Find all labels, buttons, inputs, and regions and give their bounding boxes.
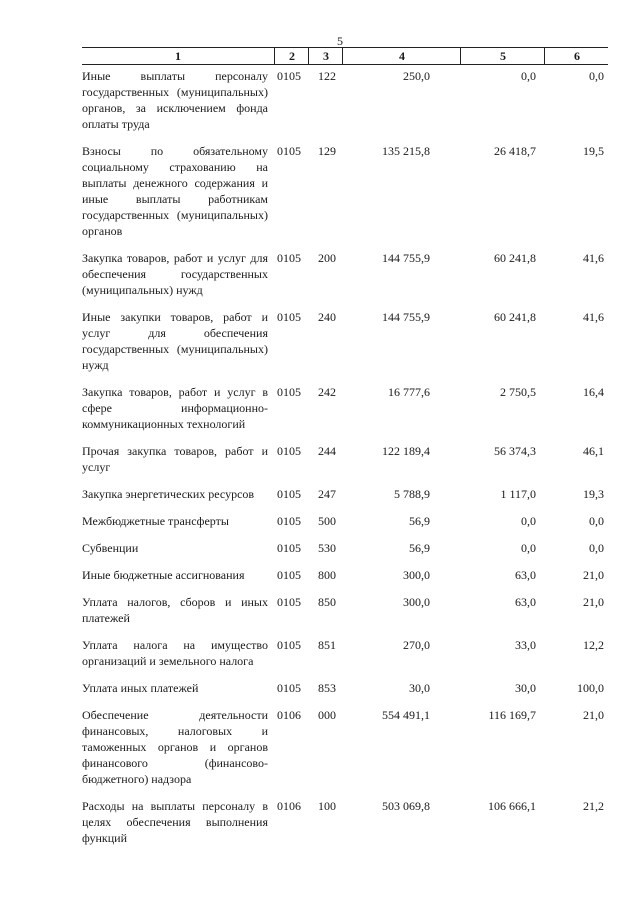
row-value-5: 0,0 — [521, 69, 536, 83]
row-section-code: 0105 — [277, 595, 301, 609]
row-value-6: 41,6 — [583, 310, 604, 324]
row-value-5: 56 374,3 — [494, 444, 536, 458]
row-value-4: 300,0 — [403, 568, 430, 582]
header-col-1: 1 — [175, 49, 181, 63]
row-name: Расходы на выплаты персоналу в целях обеспечения выполнения функций — [82, 799, 268, 845]
row-value-6: 21,0 — [583, 595, 604, 609]
row-section-code: 0105 — [277, 69, 301, 83]
row-name: Закупка товаров, работ и услуг для обеспечения государственных (муниципальных) нужд — [82, 251, 268, 297]
row-value-5: 116 169,7 — [488, 708, 536, 722]
row-value-6: 21,2 — [583, 799, 604, 813]
row-section-code: 0106 — [277, 708, 301, 722]
row-value-6: 41,6 — [583, 251, 604, 265]
row-section-code: 0105 — [277, 514, 301, 528]
row-value-6: 19,3 — [583, 487, 604, 501]
row-value-5: 63,0 — [515, 595, 536, 609]
row-name: Иные закупки товаров, работ и услуг для обеспечения государственных (муниципальных) нужд — [82, 310, 268, 372]
row-value-5: 63,0 — [515, 568, 536, 582]
header-col-2: 2 — [274, 48, 309, 64]
row-expense-code: 853 — [318, 681, 336, 695]
row-value-4: 503 069,8 — [382, 799, 430, 813]
row-expense-code: 530 — [318, 541, 336, 555]
row-value-5: 60 241,8 — [494, 251, 536, 265]
row-section-code: 0106 — [277, 799, 301, 813]
row-section-code: 0105 — [277, 568, 301, 582]
table-row — [82, 384, 608, 432]
row-name: Межбюджетные трансферты — [82, 514, 229, 528]
row-value-6: 0,0 — [589, 514, 604, 528]
row-expense-code: 129 — [318, 144, 336, 158]
table-row — [82, 486, 608, 502]
table-row — [82, 567, 608, 583]
row-value-5: 0,0 — [521, 514, 536, 528]
row-section-code: 0105 — [277, 541, 301, 555]
row-value-6: 46,1 — [583, 444, 604, 458]
budget-table — [82, 47, 608, 846]
row-value-6: 16,4 — [583, 385, 604, 399]
row-section-code: 0105 — [277, 385, 301, 399]
table-row — [82, 637, 608, 669]
table-row — [82, 798, 608, 846]
row-expense-code: 850 — [318, 595, 336, 609]
row-value-6: 0,0 — [589, 69, 604, 83]
row-expense-code: 247 — [318, 487, 336, 501]
table-row — [82, 309, 608, 373]
row-value-4: 144 755,9 — [382, 310, 430, 324]
row-value-5: 33,0 — [515, 638, 536, 652]
row-value-4: 16 777,6 — [388, 385, 430, 399]
row-value-4: 144 755,9 — [382, 251, 430, 265]
row-name: Уплата налога на имущество организаций и земельного налога — [82, 638, 268, 668]
page-number: 5 — [337, 34, 343, 48]
row-value-6: 21,0 — [583, 708, 604, 722]
row-value-5: 26 418,7 — [494, 144, 536, 158]
row-expense-code: 242 — [318, 385, 336, 399]
row-section-code: 0105 — [277, 681, 301, 695]
row-name: Иные бюджетные ассигнования — [82, 568, 245, 582]
row-name: Обеспечение деятельности финансовых, налоговых и таможенных органов и органов финансового (финансово-бюджетного) надзора — [82, 708, 268, 786]
row-value-5: 2 750,5 — [500, 385, 536, 399]
row-expense-code: 200 — [318, 251, 336, 265]
row-section-code: 0105 — [277, 310, 301, 324]
row-section-code: 0105 — [277, 251, 301, 265]
row-value-4: 5 788,9 — [394, 487, 430, 501]
row-value-6: 21,0 — [583, 568, 604, 582]
row-value-4: 300,0 — [403, 595, 430, 609]
table-header — [82, 47, 608, 65]
row-value-4: 250,0 — [403, 69, 430, 83]
table-row — [82, 540, 608, 556]
row-expense-code: 800 — [318, 568, 336, 582]
row-value-6: 12,2 — [583, 638, 604, 652]
row-name: Уплата налогов, сборов и иных платежей — [82, 595, 268, 625]
table-body — [82, 68, 608, 846]
row-value-4: 270,0 — [403, 638, 430, 652]
row-value-6: 0,0 — [589, 541, 604, 555]
row-expense-code: 122 — [318, 69, 336, 83]
header-col-3: 3 — [308, 48, 343, 64]
row-section-code: 0105 — [277, 638, 301, 652]
table-row — [82, 250, 608, 298]
row-section-code: 0105 — [277, 444, 301, 458]
row-name: Иные выплаты персоналу государственных (муниципальных) органов, за исключением фонда оплаты труда — [82, 69, 268, 131]
table-row — [82, 143, 608, 239]
table-row — [82, 594, 608, 626]
row-value-5: 60 241,8 — [494, 310, 536, 324]
row-value-4: 135 215,8 — [382, 144, 430, 158]
row-expense-code: 851 — [318, 638, 336, 652]
row-name: Уплата иных платежей — [82, 681, 199, 695]
table-row — [82, 680, 608, 696]
header-col-4: 4 — [342, 48, 461, 64]
row-value-4: 122 189,4 — [382, 444, 430, 458]
row-name: Прочая закупка товаров, работ и услуг — [82, 444, 268, 474]
header-col-5: 5 — [460, 48, 545, 64]
table-row — [82, 443, 608, 475]
row-expense-code: 500 — [318, 514, 336, 528]
table-row — [82, 68, 608, 132]
row-expense-code: 244 — [318, 444, 336, 458]
row-value-5: 30,0 — [515, 681, 536, 695]
row-expense-code: 100 — [318, 799, 336, 813]
row-name: Закупка товаров, работ и услуг в сфере информационно-коммуникационных технологий — [82, 385, 268, 431]
table-row — [82, 707, 608, 787]
row-value-4: 554 491,1 — [382, 708, 430, 722]
row-value-5: 106 666,1 — [488, 799, 536, 813]
row-value-5: 0,0 — [521, 541, 536, 555]
row-value-4: 56,9 — [409, 514, 430, 528]
row-value-6: 19,5 — [583, 144, 604, 158]
row-name: Взносы по обязательному социальному страхованию на выплаты денежного содержания и иные выплаты работникам государственных (муниципальных) органов — [82, 144, 268, 238]
row-name: Закупка энергетических ресурсов — [82, 487, 255, 501]
row-value-4: 30,0 — [409, 681, 430, 695]
row-expense-code: 000 — [318, 708, 336, 722]
table-row — [82, 513, 608, 529]
row-section-code: 0105 — [277, 487, 301, 501]
row-value-6: 100,0 — [577, 681, 604, 695]
row-value-4: 56,9 — [409, 541, 430, 555]
header-col-6: 6 — [544, 48, 609, 64]
row-value-5: 1 117,0 — [500, 487, 536, 501]
row-name: Субвенции — [82, 541, 139, 555]
row-expense-code: 240 — [318, 310, 336, 324]
row-section-code: 0105 — [277, 144, 301, 158]
